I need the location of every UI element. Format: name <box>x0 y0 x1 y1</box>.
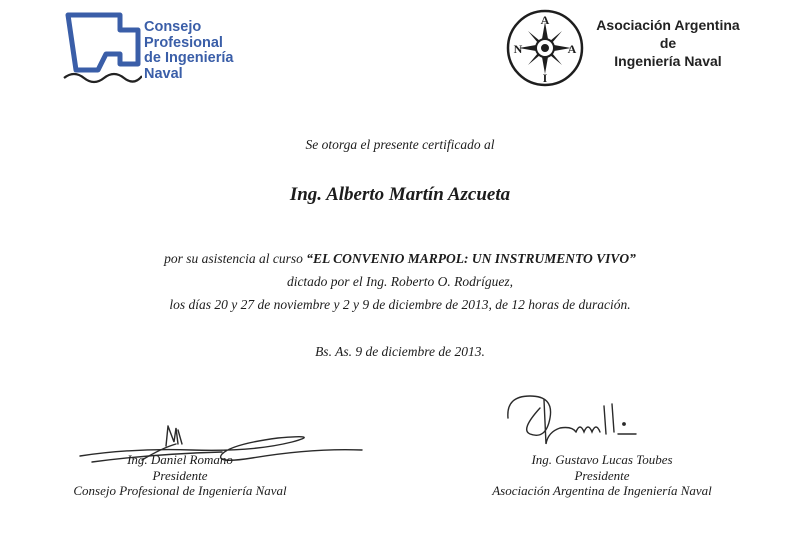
course-title: “EL CONVENIO MARPOL: UN INSTRUMENTO VIVO” <box>306 251 636 266</box>
right-signatory <box>482 452 722 499</box>
right-signatory-name: Ing. Gustavo Lucas Toubes <box>531 452 673 467</box>
course-line <box>0 251 800 267</box>
cpin-name-line: Consejo <box>144 19 202 35</box>
emblem-letter-top: A <box>540 13 550 27</box>
course-prefix: por su asistencia al curso <box>164 251 307 266</box>
aain-org-name <box>588 16 748 70</box>
cpin-org-name <box>144 20 233 82</box>
cpin-name-line: Profesional <box>144 34 223 51</box>
cpin-name-line: Naval <box>144 65 183 82</box>
recipient-name: Ing. Alberto Martín Azcueta <box>289 184 511 205</box>
right-signature <box>500 388 650 458</box>
dates-line: los días 20 y 27 de noviembre y 2 y 9 de diciembre de 2013, de 12 horas de duración. <box>169 297 631 312</box>
emblem-letter-bottom: I <box>542 71 548 85</box>
left-signatory-org: Consejo Profesional de Ingeniería Naval <box>73 483 287 498</box>
right-signatory-role: Presidente <box>574 467 630 483</box>
emblem-letter-left: N <box>513 42 523 56</box>
place-date: Bs. As. 9 de diciembre de 2013. <box>315 344 485 359</box>
certificate-intro: Se otorga el presente certificado al <box>305 137 495 152</box>
left-signatory-name: Ing. Daniel Romano <box>127 452 233 467</box>
cpin-logo <box>62 12 252 84</box>
right-signatory-org: Asociación Argentina de Ingeniería Naval <box>492 483 712 498</box>
left-signatory-role: Presidente <box>152 467 208 483</box>
aain-name-line: Ingeniería Naval <box>614 53 722 69</box>
cpin-emblem-icon <box>62 12 142 84</box>
aain-emblem-icon <box>505 8 585 88</box>
emblem-letter-right: A <box>567 42 577 56</box>
cpin-name-line: de Ingeniería <box>144 50 234 66</box>
aain-name-line: de <box>659 35 677 51</box>
instructor-line: dictado por el Ing. Roberto O. Rodríguez, <box>286 274 514 289</box>
aain-name-line: Asociación Argentina <box>596 17 740 33</box>
left-signatory <box>60 452 300 499</box>
